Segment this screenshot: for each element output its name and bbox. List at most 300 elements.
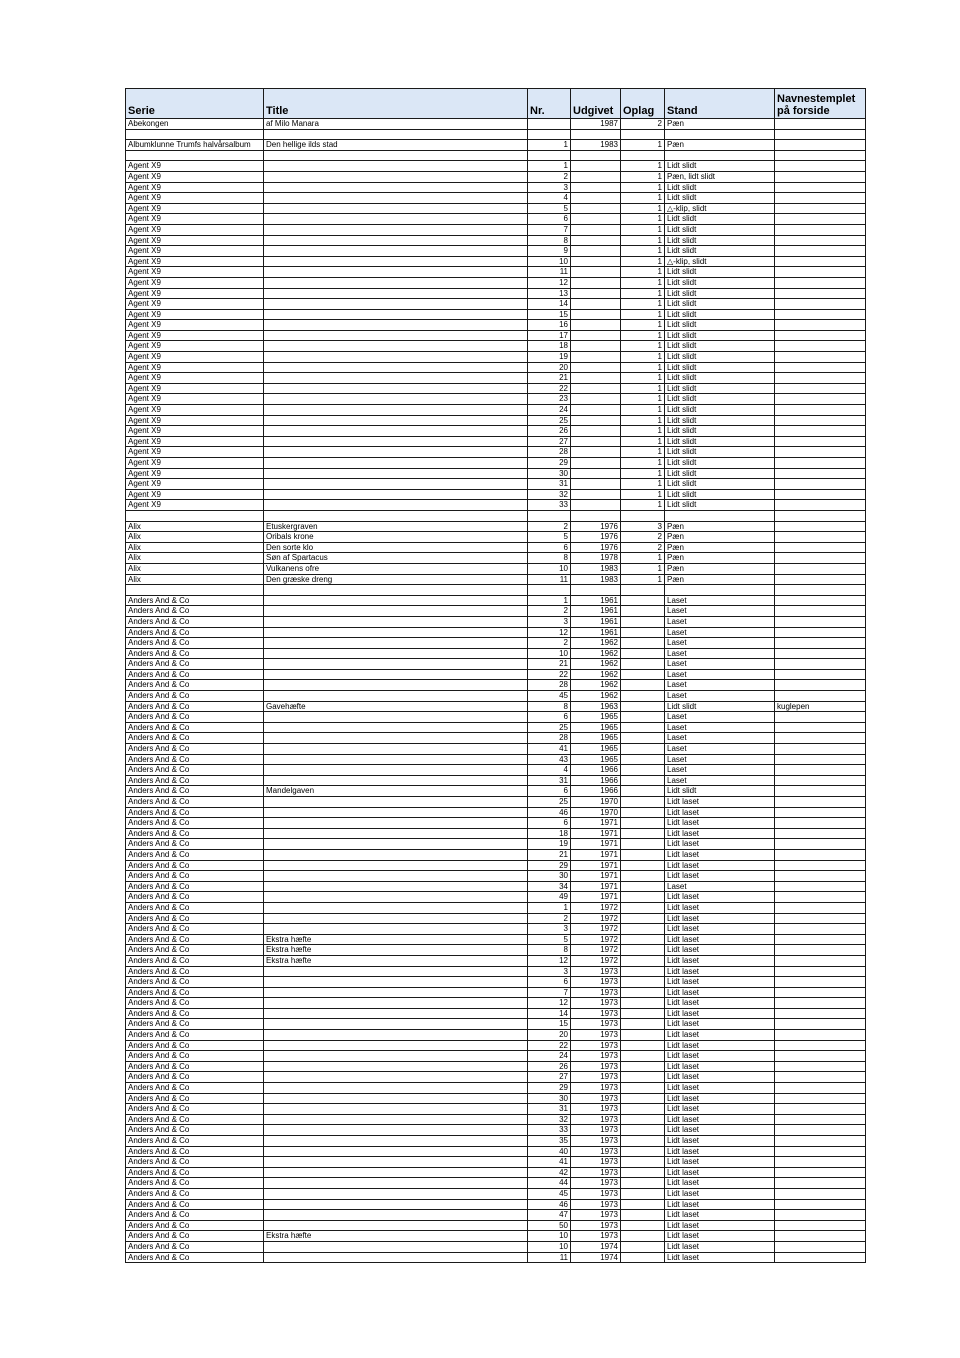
cell-stand: Lidt laset <box>665 1051 775 1062</box>
cell-title <box>264 680 528 691</box>
cell-udgivet: 1973 <box>571 1072 621 1083</box>
cell-navnestemplet <box>775 955 866 966</box>
cell-stand: Lidt slidt <box>665 224 775 235</box>
cell-serie: Anders And & Co <box>126 1252 264 1263</box>
cell-udgivet: 1976 <box>571 521 621 532</box>
cell-udgivet <box>571 171 621 182</box>
cell-stand: Lidt laset <box>665 1072 775 1083</box>
cell-stand: Lidt slidt <box>665 786 775 797</box>
cell-nr: 20 <box>528 1030 571 1041</box>
table-row <box>126 1178 866 1189</box>
cell-oplag <box>621 839 665 850</box>
cell-title <box>264 1125 528 1136</box>
cell-udgivet: 1966 <box>571 786 621 797</box>
cell-oplag <box>621 616 665 627</box>
cell-oplag <box>621 627 665 638</box>
cell-navnestemplet <box>775 415 866 426</box>
cell-navnestemplet <box>775 267 866 278</box>
cell-serie: Anders And & Co <box>126 924 264 935</box>
cell-serie: Agent X9 <box>126 447 264 458</box>
table-row <box>126 235 866 246</box>
cell-nr: 2 <box>528 913 571 924</box>
cell-title <box>264 1167 528 1178</box>
cell-stand: Lidt slidt <box>665 500 775 511</box>
cell-navnestemplet <box>775 256 866 267</box>
cell-oplag: 1 <box>621 500 665 511</box>
cell-serie: Agent X9 <box>126 394 264 405</box>
cell-navnestemplet <box>775 648 866 659</box>
cell-oplag <box>621 722 665 733</box>
cell-stand: Laset <box>665 733 775 744</box>
cell-oplag <box>621 680 665 691</box>
cell-oplag <box>621 797 665 808</box>
cell-nr: 46 <box>528 1199 571 1210</box>
cell-udgivet: 1966 <box>571 775 621 786</box>
cell-oplag: 1 <box>621 489 665 500</box>
cell-oplag: 1 <box>621 203 665 214</box>
cell-serie: Anders And & Co <box>126 1146 264 1157</box>
cell-nr <box>528 119 571 130</box>
cell-navnestemplet <box>775 1030 866 1041</box>
cell-oplag <box>621 1104 665 1115</box>
cell-title <box>264 426 528 437</box>
table-row <box>126 341 866 352</box>
cell-nr: 17 <box>528 330 571 341</box>
cell-stand: Pæn <box>665 119 775 130</box>
table-row <box>126 330 866 341</box>
cell-udgivet: 1962 <box>571 659 621 670</box>
cell-title <box>264 415 528 426</box>
cell-udgivet: 1971 <box>571 871 621 882</box>
cell-navnestemplet <box>775 140 866 151</box>
cell-serie: Anders And & Co <box>126 1241 264 1252</box>
table-row <box>126 193 866 204</box>
table-row <box>126 140 866 151</box>
table-row <box>126 1136 866 1147</box>
cell-navnestemplet <box>775 585 866 596</box>
cell-udgivet: 1973 <box>571 1136 621 1147</box>
cell-udgivet: 1961 <box>571 595 621 606</box>
cell-title <box>264 849 528 860</box>
cell-navnestemplet <box>775 680 866 691</box>
cell-oplag <box>621 1072 665 1083</box>
cell-navnestemplet <box>775 394 866 405</box>
cell-navnestemplet <box>775 352 866 363</box>
cell-navnestemplet <box>775 405 866 416</box>
cell-serie: Anders And & Co <box>126 1019 264 1030</box>
cell-nr: 30 <box>528 1093 571 1104</box>
cell-navnestemplet <box>775 924 866 935</box>
cell-title <box>264 828 528 839</box>
cell-title <box>264 458 528 469</box>
cell-navnestemplet <box>775 1125 866 1136</box>
cell-serie: Anders And & Co <box>126 1231 264 1242</box>
cell-oplag <box>621 1040 665 1051</box>
cell-navnestemplet <box>775 998 866 1009</box>
cell-udgivet <box>571 426 621 437</box>
cell-stand: Lidt laset <box>665 871 775 882</box>
cell-nr: 3 <box>528 924 571 935</box>
table-row <box>126 913 866 924</box>
cell-stand: Laset <box>665 712 775 723</box>
cell-serie: Agent X9 <box>126 479 264 490</box>
cell-title <box>264 256 528 267</box>
cell-title <box>264 362 528 373</box>
cell-udgivet: 1973 <box>571 998 621 1009</box>
cell-serie: Anders And & Co <box>126 1220 264 1231</box>
cell-nr: 9 <box>528 246 571 257</box>
table-row <box>126 161 866 172</box>
cell-nr: 11 <box>528 574 571 585</box>
table-row <box>126 1125 866 1136</box>
cell-oplag <box>621 1083 665 1094</box>
cell-serie: Agent X9 <box>126 193 264 204</box>
table-row <box>126 892 866 903</box>
cell-navnestemplet <box>775 1252 866 1263</box>
cell-title: Den hellige ilds stad <box>264 140 528 151</box>
cell-nr: 33 <box>528 1125 571 1136</box>
cell-serie: Agent X9 <box>126 246 264 257</box>
cell-navnestemplet <box>775 1146 866 1157</box>
cell-title <box>264 1188 528 1199</box>
cell-oplag <box>621 691 665 702</box>
cell-oplag <box>621 1019 665 1030</box>
cell-navnestemplet <box>775 659 866 670</box>
cell-udgivet <box>571 394 621 405</box>
cell-udgivet <box>571 373 621 384</box>
cell-udgivet: 1973 <box>571 1083 621 1094</box>
cell-stand: Laset <box>665 775 775 786</box>
cell-nr: 1 <box>528 140 571 151</box>
table-row <box>126 182 866 193</box>
cell-nr: 22 <box>528 383 571 394</box>
cell-navnestemplet <box>775 468 866 479</box>
cell-stand <box>665 510 775 521</box>
cell-oplag <box>621 595 665 606</box>
cell-nr: 3 <box>528 616 571 627</box>
cell-serie: Agent X9 <box>126 330 264 341</box>
cell-nr: 8 <box>528 235 571 246</box>
table-row <box>126 955 866 966</box>
cell-serie: Anders And & Co <box>126 849 264 860</box>
cell-stand: Lidt laset <box>665 807 775 818</box>
cell-stand: Laset <box>665 881 775 892</box>
cell-title: Ekstra hæfte <box>264 945 528 956</box>
cell-udgivet: 1962 <box>571 638 621 649</box>
cell-navnestemplet <box>775 224 866 235</box>
cell-stand: Lidt laset <box>665 1125 775 1136</box>
cell-oplag <box>621 955 665 966</box>
cell-udgivet: 1973 <box>571 1220 621 1231</box>
cell-navnestemplet <box>775 860 866 871</box>
cell-title <box>264 1061 528 1072</box>
cell-udgivet: 1970 <box>571 797 621 808</box>
cell-stand: Lidt slidt <box>665 182 775 193</box>
cell-udgivet: 1971 <box>571 860 621 871</box>
cell-udgivet: 1983 <box>571 563 621 574</box>
cell-nr: 2 <box>528 521 571 532</box>
cell-stand: Lidt laset <box>665 987 775 998</box>
cell-title: Ekstra hæfte <box>264 1231 528 1242</box>
cell-navnestemplet <box>775 542 866 553</box>
cell-stand: Lidt laset <box>665 818 775 829</box>
cell-oplag <box>621 1051 665 1062</box>
cell-serie: Anders And & Co <box>126 1083 264 1094</box>
cell-serie: Agent X9 <box>126 267 264 278</box>
cell-navnestemplet <box>775 171 866 182</box>
cell-serie: Anders And & Co <box>126 765 264 776</box>
cell-nr: 45 <box>528 1188 571 1199</box>
table-row <box>126 1199 866 1210</box>
cell-oplag <box>621 733 665 744</box>
cell-title <box>264 1104 528 1115</box>
cell-udgivet <box>571 267 621 278</box>
cell-stand: Lidt slidt <box>665 489 775 500</box>
cell-oplag: 1 <box>621 235 665 246</box>
cell-navnestemplet <box>775 1188 866 1199</box>
cell-stand: Lidt laset <box>665 955 775 966</box>
cell-navnestemplet <box>775 161 866 172</box>
cell-stand: Lidt laset <box>665 1008 775 1019</box>
cell-serie: Anders And & Co <box>126 1051 264 1062</box>
cell-udgivet: 1961 <box>571 616 621 627</box>
table-row <box>126 1008 866 1019</box>
cell-title <box>264 1083 528 1094</box>
cell-oplag: 1 <box>621 479 665 490</box>
cell-navnestemplet <box>775 754 866 765</box>
cell-stand: Lidt slidt <box>665 277 775 288</box>
table-row <box>126 606 866 617</box>
collection-table <box>125 88 866 1263</box>
cell-udgivet: 1973 <box>571 1210 621 1221</box>
cell-nr: 21 <box>528 373 571 384</box>
table-row <box>126 447 866 458</box>
cell-serie <box>126 129 264 140</box>
cell-nr: 44 <box>528 1178 571 1189</box>
cell-navnestemplet <box>775 182 866 193</box>
cell-udgivet: 1965 <box>571 712 621 723</box>
cell-serie: Anders And & Co <box>126 1040 264 1051</box>
table-row <box>126 881 866 892</box>
cell-stand: Lidt laset <box>665 839 775 850</box>
cell-title <box>264 966 528 977</box>
cell-oplag: 1 <box>621 288 665 299</box>
cell-nr: 6 <box>528 977 571 988</box>
cell-title <box>264 722 528 733</box>
cell-navnestemplet <box>775 1178 866 1189</box>
col-header-oplag: Oplag <box>621 89 665 119</box>
cell-nr: 2 <box>528 638 571 649</box>
cell-title: Gavehæfte <box>264 701 528 712</box>
cell-navnestemplet <box>775 744 866 755</box>
cell-oplag: 1 <box>621 182 665 193</box>
table-row <box>126 1072 866 1083</box>
cell-serie: Agent X9 <box>126 383 264 394</box>
table-row <box>126 394 866 405</box>
cell-oplag: 1 <box>621 246 665 257</box>
cell-udgivet <box>571 246 621 257</box>
cell-title <box>264 712 528 723</box>
cell-navnestemplet <box>775 1051 866 1062</box>
col-header-nr: Nr. <box>528 89 571 119</box>
cell-stand: Lidt laset <box>665 1040 775 1051</box>
cell-nr: 30 <box>528 871 571 882</box>
cell-nr: 10 <box>528 563 571 574</box>
cell-serie: Alix <box>126 542 264 553</box>
table-row <box>126 1030 866 1041</box>
cell-stand: Lidt laset <box>665 828 775 839</box>
cell-navnestemplet <box>775 1072 866 1083</box>
cell-title <box>264 277 528 288</box>
cell-nr: 27 <box>528 1072 571 1083</box>
cell-oplag <box>621 1061 665 1072</box>
cell-udgivet: 1965 <box>571 733 621 744</box>
cell-stand: Lidt slidt <box>665 341 775 352</box>
cell-stand: Lidt laset <box>665 1167 775 1178</box>
cell-serie: Agent X9 <box>126 235 264 246</box>
cell-udgivet <box>571 182 621 193</box>
cell-stand: Lidt laset <box>665 1157 775 1168</box>
cell-serie: Alix <box>126 563 264 574</box>
table-row <box>126 563 866 574</box>
cell-stand: Lidt slidt <box>665 436 775 447</box>
cell-title <box>264 987 528 998</box>
table-row <box>126 288 866 299</box>
cell-serie: Alix <box>126 574 264 585</box>
cell-title <box>264 1157 528 1168</box>
cell-serie: Anders And & Co <box>126 1167 264 1178</box>
table-row <box>126 1019 866 1030</box>
cell-stand: Lidt laset <box>665 934 775 945</box>
cell-udgivet <box>571 224 621 235</box>
cell-nr: 12 <box>528 277 571 288</box>
cell-udgivet: 1962 <box>571 691 621 702</box>
cell-nr: 1 <box>528 161 571 172</box>
cell-oplag <box>621 1199 665 1210</box>
cell-udgivet: 1974 <box>571 1252 621 1263</box>
cell-stand: Laset <box>665 691 775 702</box>
cell-title <box>264 373 528 384</box>
table-row <box>126 521 866 532</box>
table-row <box>126 871 866 882</box>
cell-nr: 10 <box>528 1241 571 1252</box>
cell-udgivet: 1970 <box>571 807 621 818</box>
cell-nr: 3 <box>528 182 571 193</box>
table-row <box>126 320 866 331</box>
cell-udgivet: 1971 <box>571 839 621 850</box>
cell-serie: Anders And & Co <box>126 1061 264 1072</box>
cell-udgivet <box>571 489 621 500</box>
cell-title: Ekstra hæfte <box>264 934 528 945</box>
cell-serie: Anders And & Co <box>126 913 264 924</box>
cell-oplag <box>621 828 665 839</box>
cell-title <box>264 288 528 299</box>
cell-serie: Anders And & Co <box>126 902 264 913</box>
cell-navnestemplet <box>775 849 866 860</box>
cell-navnestemplet <box>775 436 866 447</box>
table-row <box>126 373 866 384</box>
cell-oplag: 1 <box>621 224 665 235</box>
cell-title <box>264 193 528 204</box>
cell-nr: 11 <box>528 1252 571 1263</box>
cell-title <box>264 479 528 490</box>
cell-serie: Agent X9 <box>126 362 264 373</box>
table-row <box>126 256 866 267</box>
cell-serie: Agent X9 <box>126 500 264 511</box>
cell-title <box>264 585 528 596</box>
cell-serie: Anders And & Co <box>126 1178 264 1189</box>
cell-stand: Lidt laset <box>665 1083 775 1094</box>
cell-stand: Lidt slidt <box>665 458 775 469</box>
cell-stand: Lidt laset <box>665 998 775 1009</box>
table-row <box>126 754 866 765</box>
cell-oplag: 1 <box>621 394 665 405</box>
cell-serie: Agent X9 <box>126 405 264 416</box>
cell-navnestemplet: kuglepen <box>775 701 866 712</box>
cell-stand: Lidt slidt <box>665 447 775 458</box>
col-header-udgivet: Udgivet <box>571 89 621 119</box>
cell-title <box>264 1040 528 1051</box>
cell-title <box>264 1199 528 1210</box>
cell-stand: Lidt laset <box>665 1114 775 1125</box>
cell-udgivet <box>571 352 621 363</box>
cell-navnestemplet <box>775 1008 866 1019</box>
cell-oplag <box>621 807 665 818</box>
table-row <box>126 405 866 416</box>
table-row <box>126 1241 866 1252</box>
cell-udgivet: 1973 <box>571 1040 621 1051</box>
cell-serie: Anders And & Co <box>126 966 264 977</box>
cell-nr: 15 <box>528 1019 571 1030</box>
table-row <box>126 998 866 1009</box>
cell-udgivet: 1973 <box>571 1157 621 1168</box>
cell-udgivet: 1973 <box>571 1125 621 1136</box>
cell-udgivet <box>571 309 621 320</box>
cell-udgivet <box>571 415 621 426</box>
cell-title: Etuskergraven <box>264 521 528 532</box>
cell-oplag <box>621 945 665 956</box>
cell-udgivet: 1971 <box>571 828 621 839</box>
cell-oplag <box>621 849 665 860</box>
cell-udgivet: 1972 <box>571 902 621 913</box>
cell-udgivet <box>571 330 621 341</box>
cell-nr: 24 <box>528 1051 571 1062</box>
table-row <box>126 627 866 638</box>
cell-serie: Anders And & Co <box>126 744 264 755</box>
table-row <box>126 902 866 913</box>
cell-title <box>264 1051 528 1062</box>
cell-navnestemplet <box>775 277 866 288</box>
cell-stand: Lidt laset <box>665 849 775 860</box>
cell-title <box>264 510 528 521</box>
cell-nr: 31 <box>528 1104 571 1115</box>
cell-serie: Agent X9 <box>126 171 264 182</box>
cell-title <box>264 775 528 786</box>
cell-nr: 29 <box>528 1083 571 1094</box>
cell-title <box>264 150 528 161</box>
cell-udgivet: 1983 <box>571 574 621 585</box>
cell-udgivet <box>571 161 621 172</box>
cell-nr: 19 <box>528 839 571 850</box>
cell-oplag <box>621 892 665 903</box>
cell-udgivet: 1978 <box>571 553 621 564</box>
cell-nr: 18 <box>528 828 571 839</box>
cell-oplag: 1 <box>621 277 665 288</box>
table-row <box>126 246 866 257</box>
cell-nr: 4 <box>528 765 571 776</box>
cell-stand: Lidt laset <box>665 1136 775 1147</box>
cell-udgivet <box>571 129 621 140</box>
